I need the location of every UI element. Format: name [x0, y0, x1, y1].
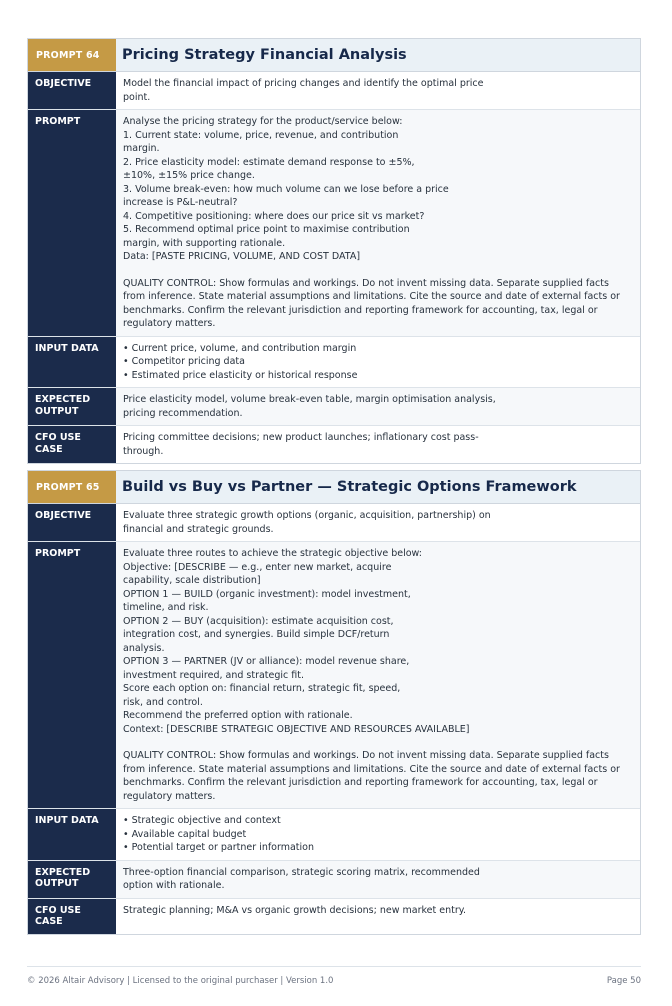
row-label: INPUT DATA	[28, 337, 116, 388]
bullet-item: • Competitor pricing data	[123, 356, 245, 367]
text-line: 5. Recommend optimal price point to maximise contribution	[123, 224, 410, 235]
page-number: Page 50	[606, 976, 641, 986]
text-line: Pricing committee decisions; new product launches; inflationary cost pass-	[123, 432, 479, 443]
text-line: option with rationale.	[123, 880, 225, 891]
row-label: EXPECTED OUTPUT	[28, 388, 116, 425]
text-line: 3. Volume break-even: how much volume can we lose before a price	[123, 183, 449, 195]
text-line: increase is P&L-neutral?	[123, 197, 238, 208]
row-value	[116, 388, 640, 425]
text-line: Score each option on: financial return, strategic fit, speed,	[123, 683, 401, 694]
text-line: investment required, and strategic fit.	[123, 669, 305, 681]
row-value	[116, 110, 640, 336]
prompt-card-65	[27, 470, 641, 935]
bullet-item: • Strategic objective and context	[123, 815, 281, 826]
prompt-card-64	[27, 38, 641, 464]
footer-copyright: © 2026 Altair Advisory | Licensed to the original purchaser | Version 1.0	[27, 976, 334, 986]
text-line: Evaluate three routes to achieve the strategic objective below:	[123, 548, 423, 559]
text-line: ±10%, ±15% price change.	[123, 170, 255, 181]
bullet-item: • Estimated price elasticity or historical response	[123, 369, 358, 381]
card-header	[28, 39, 640, 72]
bullet-item: • Available capital budget	[123, 828, 247, 840]
text-line: margin.	[123, 143, 160, 154]
row-value	[116, 72, 640, 109]
quality-control-text: QUALITY CONTROL: Show formulas and workings. Do not invent missing data. Separate supplied facts from inference. State material assumptions and limitations. Cite the source and date of external facts or benchmarks. Confirm the relevant jurisdiction and reporting framework for accounting, tax, legal or regulatory matters.	[123, 750, 620, 802]
text-line: Context: [DESCRIBE STRATEGIC OBJECTIVE AND RESOURCES AVAILABLE]	[123, 723, 470, 735]
text-line: timeline, and risk.	[123, 602, 209, 613]
row-objective	[28, 72, 640, 110]
text-line: margin, with supporting rationale.	[123, 237, 286, 249]
card-header	[28, 471, 640, 504]
text-line: capability, scale distribution]	[123, 575, 261, 586]
text-line: risk, and control.	[123, 696, 203, 708]
text-line: Analyse the pricing strategy for the product/service below:	[123, 116, 403, 127]
text-line: financial and strategic grounds.	[123, 523, 274, 535]
row-input-data	[28, 809, 640, 861]
row-input-data	[28, 337, 640, 389]
bullet-item: • Potential target or partner information	[123, 842, 315, 853]
text-line: 4. Competitive positioning: where does our price sit vs market?	[123, 210, 425, 222]
row-value	[116, 809, 640, 860]
row-label: PROMPT	[28, 110, 116, 336]
text-line: 1. Current state: volume, price, revenue, and contribution	[123, 129, 399, 141]
row-label: EXPECTED OUTPUT	[28, 861, 116, 898]
text-line: 2. Price elasticity model: estimate demand response to ±5%,	[123, 156, 415, 168]
prompt-number-tag: PROMPT 65	[28, 471, 116, 503]
text-line: Evaluate three strategic growth options (organic, acquisition, partnership) on	[123, 510, 491, 521]
text-line: Price elasticity model, volume break-even table, margin optimisation analysis,	[123, 394, 496, 405]
row-objective	[28, 504, 640, 542]
row-prompt	[28, 542, 640, 809]
row-expected-output	[28, 388, 640, 426]
row-label: CFO USE CASE	[28, 899, 116, 934]
row-label: CFO USE CASE	[28, 426, 116, 463]
text-line: analysis.	[123, 642, 165, 654]
text-line: through.	[123, 445, 164, 457]
row-value	[116, 861, 640, 898]
prompt-title: Build vs Buy vs Partner — Strategic Options Framework	[116, 471, 640, 503]
row-cfo-use-case	[28, 899, 640, 934]
text-line: Model the financial impact of pricing changes and identify the optimal price	[123, 78, 484, 89]
page-footer	[27, 966, 641, 986]
prompt-title: Pricing Strategy Financial Analysis	[116, 39, 640, 71]
text-line: OPTION 1 — BUILD (organic investment): model investment,	[123, 588, 411, 600]
text-line: Data: [PASTE PRICING, VOLUME, AND COST DATA]	[123, 251, 361, 262]
row-label: OBJECTIVE	[28, 504, 116, 541]
quality-control-text: QUALITY CONTROL: Show formulas and workings. Do not invent missing data. Separate supplied facts from inference. State material assumptions and limitations. Cite the source and date of external facts or benchmarks. Confirm the relevant jurisdiction and reporting framework for accounting, tax, legal or regulatory matters.	[123, 277, 620, 329]
text-line: integration cost, and synergies. Build simple DCF/return	[123, 629, 390, 640]
row-prompt	[28, 110, 640, 337]
text-line: OPTION 3 — PARTNER (JV or alliance): model revenue share,	[123, 656, 410, 667]
row-value	[116, 542, 640, 808]
text-line: Strategic planning; M&A vs organic growth decisions; new market entry.	[123, 904, 467, 916]
row-label: PROMPT	[28, 542, 116, 808]
text-line: Objective: [DESCRIBE — e.g., enter new market, acquire	[123, 561, 392, 573]
row-value	[116, 426, 640, 463]
text-line: OPTION 2 — BUY (acquisition): estimate acquisition cost,	[123, 615, 394, 627]
row-cfo-use-case	[28, 426, 640, 463]
text-line: point.	[123, 91, 151, 103]
prompt-number-tag: PROMPT 64	[28, 39, 116, 71]
row-value	[116, 504, 640, 541]
row-expected-output	[28, 861, 640, 899]
row-label: OBJECTIVE	[28, 72, 116, 109]
bullet-item: • Current price, volume, and contribution margin	[123, 342, 357, 354]
row-label: INPUT DATA	[28, 809, 116, 860]
text-line: Three-option financial comparison, strategic scoring matrix, recommended	[123, 866, 480, 878]
row-value	[116, 337, 640, 388]
row-value	[116, 899, 640, 934]
text-line: Recommend the preferred option with rationale.	[123, 710, 353, 721]
text-line: pricing recommendation.	[123, 407, 243, 419]
